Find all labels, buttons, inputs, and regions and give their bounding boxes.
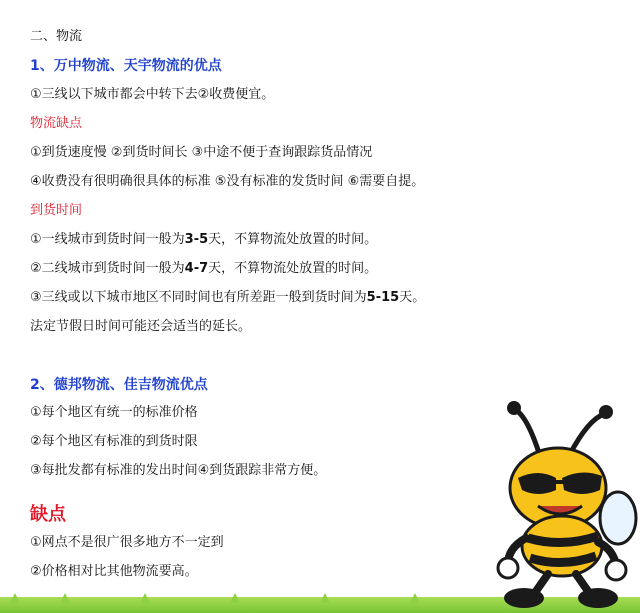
part1-disadvantages-line-2: ④收费没有很明确很具体的标准 ⑤没有标准的发货时间 ⑥需要自提。 (30, 174, 425, 189)
delivery-line-2 (30, 260, 377, 278)
section-title: 二、物流 (30, 29, 83, 44)
delivery-line-3-days: 5-15 (366, 290, 400, 305)
grass-tuft (140, 593, 150, 603)
delivery-line-1 (30, 231, 377, 249)
part2-heading: 2、德邦物流、佳吉物流优点 (30, 377, 208, 393)
delivery-line-1-days: 3-5 (184, 232, 209, 247)
delivery-line-1-pre: ①一线城市到货时间一般为 (30, 232, 185, 247)
part2-disadvantage-2: ②价格相对比其他物流要高。 (30, 564, 198, 579)
delivery-line-3-pre: ③三线或以下城市地区不同时间也有所差距一般到货时间为 (30, 290, 367, 305)
part1-heading: 1、万中物流、天宇物流的优点 (30, 58, 222, 74)
part2-disadvantage-1: ①网点不是很广很多地方不一定到 (30, 535, 224, 550)
grass-tuft (320, 593, 330, 603)
delivery-line-2-pre: ②二线城市到货时间一般为 (30, 261, 185, 276)
bee-mascot-icon (478, 398, 640, 613)
delivery-line-2-days: 4-7 (184, 261, 209, 276)
holiday-note: 法定节假日时间可能还会适当的延长。 (30, 319, 252, 334)
part2-advantage-2: ②每个地区有标准的到货时限 (30, 434, 198, 449)
delivery-line-3-post: 天。 (399, 290, 426, 305)
grass-tuft (10, 593, 20, 603)
grass-tuft (410, 593, 420, 603)
part1-delivery-label: 到货时间 (30, 203, 83, 218)
part1-disadvantages-line-1: ①到货速度慢 ②到货时间长 ③中途不便于查询跟踪货品情况 (30, 145, 373, 160)
part1-advantages: ①三线以下城市都会中转下去②收费便宜。 (30, 87, 275, 102)
delivery-line-2-post: 天，不算物流处放置的时间。 (208, 261, 378, 276)
part1-disadvantage-label: 物流缺点 (30, 116, 83, 131)
delivery-line-3 (30, 289, 425, 307)
part2-disadvantage-label: 缺点 (30, 504, 66, 525)
grass-tuft (60, 593, 70, 603)
part2-advantage-3: ③每批发都有标准的发出时间④到货跟踪非常方便。 (30, 463, 327, 478)
grass-tuft (230, 593, 240, 603)
part2-advantage-1: ①每个地区有统一的标准价格 (30, 405, 198, 420)
delivery-line-1-post: 天，不算物流处放置的时间。 (208, 232, 378, 247)
